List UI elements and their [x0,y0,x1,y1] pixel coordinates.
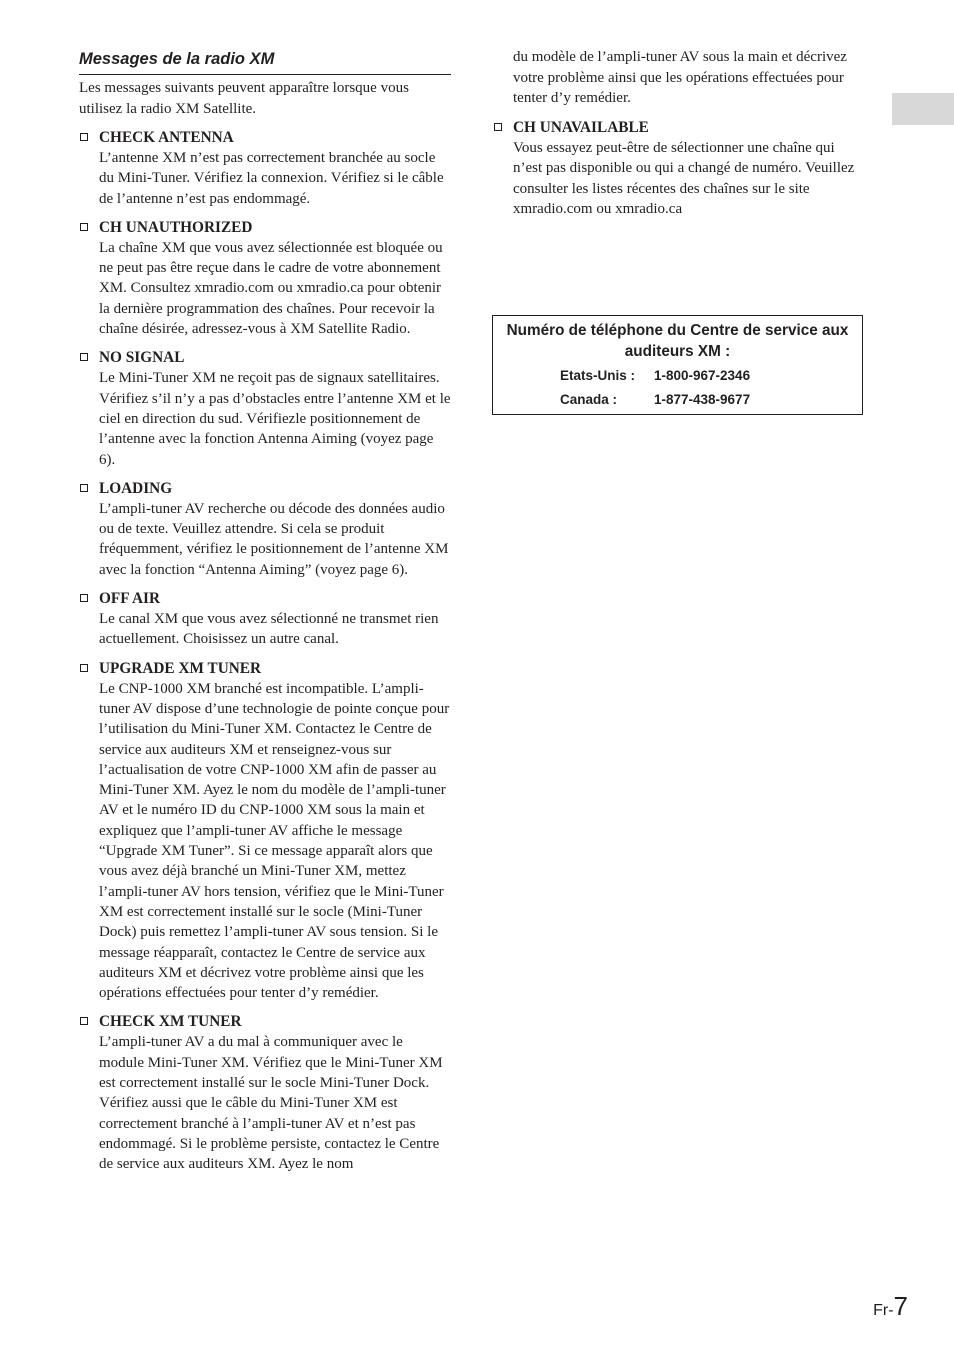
checkbox-bullet-icon [80,594,88,602]
message-heading [79,479,451,499]
checkbox-bullet-icon [80,1017,88,1025]
message-list-right [493,118,866,228]
message-heading-text: OFF AIR [99,590,161,608]
message-item-ch-unauthorized [79,218,451,339]
phone-number: 1-800-967-2346 [654,368,751,383]
checkbox-bullet-icon [494,123,502,131]
message-heading [79,1012,451,1032]
message-heading-text: CHECK XM TUNER [99,1013,242,1031]
message-item-ch-unavailable [493,118,866,219]
page-number-value: 7 [893,1291,908,1321]
message-heading-text: NO SIGNAL [99,349,185,367]
message-heading [79,659,451,679]
checkbox-bullet-icon [80,133,88,141]
message-item-no-signal [79,348,451,469]
message-heading-text: CH UNAUTHORIZED [99,218,253,236]
message-heading [79,589,451,609]
message-heading [79,348,451,368]
message-heading [79,128,451,148]
message-heading-text: UPGRADE XM TUNER [99,659,262,677]
message-item-off-air [79,589,451,650]
message-body: L’antenne XM n’est pas correctement branchée au socle du Mini-Tuner. Vérifiez la connexion. Vérifiez si le câble de l’antenne n’est pas endommagé. [99,150,444,207]
checkbox-bullet-icon [80,223,88,231]
message-heading-text: CHECK ANTENNA [99,129,234,146]
continuation-paragraph: du modèle de l’ampli-tuner AV sous la main et décrivez votre problème ainsi que les opérations effectuées pour tenter d’y remédier. [513,49,847,106]
phone-country: Etats-Unis : [560,368,636,383]
message-item-check-antenna [79,128,451,209]
message-heading [79,218,451,238]
checkbox-bullet-icon [80,484,88,492]
phone-box-title: Numéro de téléphone du Centre de service aux auditeurs XM : [506,322,849,360]
phone-row-us [560,368,750,384]
section-title-text: Messages de la radio XM [79,50,275,68]
message-item-upgrade-xm-tuner [79,659,451,1004]
message-body: Le CNP-1000 XM branché est incompatible. L’ampli-tuner AV dispose d’une technologie de pointe conçue pour l’utilisation du Mini-Tuner XM. Contactez le Centre de service aux auditeurs XM et renseignez-vous sur l’actualisation de votre CNP-1000 XM afin de passer au Mini-Tuner XM. Ayez le nom du modèle de l’ampli-tuner AV et le numéro ID du CNP-1000 XM sous la main et expliquez que l’ampli-tuner AV affiche le message “Upgrade XM Tuner”. Si ce message apparaît alors que vous avez déjà branché un Mini-Tuner XM, mettez l’ampli-tuner AV hors tension, vérifiez que le Mini-Tuner XM est correctement installé sur le socle (Mini-Tuner Dock) puis remettez l’ampli-tuner AV sous tension. Si le message réapparaît, contactez le Centre de service aux auditeurs XM et décrivez votre problème ainsi que les opérations effectuées pour tenter d’y remédier. [99,680,450,1002]
checkbox-bullet-icon [80,664,88,672]
checkbox-bullet-icon [80,353,88,361]
side-tab-marker [892,93,954,125]
phone-country: Canada : [560,392,618,407]
message-item-check-xm-tuner [79,1012,451,1174]
message-body: L’ampli-tuner AV recherche ou décode des données audio ou de texte. Veuillez attendre. Si cela se produit fréquemment, vérifiez le positionnement de l’antenne XM avec la fonction “Antenna Aiming” (voyez page 6). [99,500,449,578]
message-body: La chaîne XM que vous avez sélectionnée est bloquée ou ne peut pas être reçue dans le cadre de votre abonnement XM. Consultez xmradio.com ou xmradio.ca pour obtenir la dernière programmation des chaînes. Pour recevoir la chaîne désirée, adressez-vous à XM Satellite Radio. [99,239,443,338]
message-heading [493,118,866,138]
message-list [79,128,451,1183]
page-number-prefix: Fr- [873,1302,894,1319]
section-title [79,48,451,75]
message-item-loading [79,479,451,580]
phone-number: 1-877-438-9677 [654,392,751,407]
message-body: Le Mini-Tuner XM ne reçoit pas de signaux satellitaires. Vérifiez s’il n’y a pas d’obstacles entre l’antenne XM et le ciel en direction du sud. Vérifiezle positionnement de l’antenne avec la fonction Antenna Aiming (voyez page 6). [99,370,451,468]
message-body: L’ampli-tuner AV a du mal à communiquer avec le module Mini-Tuner XM. Vérifiez que le Mini-Tuner XM est correctement installé sur le socle Mini-Tuner Dock. Vérifiez aussi que le câble du Mini-Tuner XM est correctement branché à l’ampli-tuner AV et n’est pas endommagé. Si le problème persiste, contactez le Centre de service aux auditeurs XM. Ayez le nom [99,1034,443,1173]
message-body: Vous essayez peut-être de sélectionner une chaîne qui n’est pas disponible ou qui a changé de numéro. Veuillez consulter les listes récentes des chaînes sur le site xmradio.com ou xmradio.ca [513,140,855,217]
phone-number-box [492,315,863,415]
message-body: Le canal XM que vous avez sélectionné ne transmet rien actuellement. Choisissez un autre canal. [99,611,439,648]
phone-row-canada [560,392,750,408]
message-heading-text: CH UNAVAILABLE [513,119,649,136]
page-number [873,1291,908,1322]
message-heading-text: LOADING [99,479,173,497]
intro-paragraph: Les messages suivants peuvent apparaître lorsque vous utilisez la radio XM Satellite. [79,80,409,117]
